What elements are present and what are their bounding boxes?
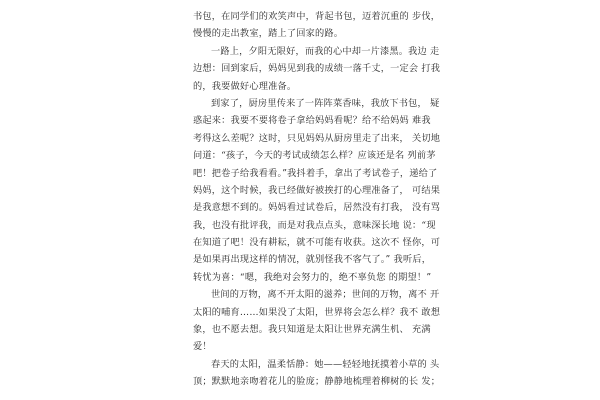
text-line: 转忧为喜：“嗯，我绝对会努力的，绝不辜负您 的期望！” — [193, 271, 432, 283]
text-line: 边想：回到家后，妈妈见到我的成绩一落千丈，一定会 打我 — [193, 63, 441, 75]
text-line: 太阳的哺育……如果没了太阳，世界将会怎么样？我不 敢想 — [193, 306, 441, 318]
text-line: 书包，在同学们的欢笑声中，背起书包，迈着沉重的 步伐， — [193, 11, 441, 22]
text-line: 象，也不愿去想。我只知道是太阳让世界充满生机、 充满 — [193, 324, 431, 336]
essay-text — [193, 8, 441, 391]
text-line: 的，我要做好心理准备。 — [193, 80, 297, 92]
text-line: 我，也没有批评我，而是对我点点头，意味深长地 说：“现 — [193, 219, 436, 231]
text-line: 慢慢的走出教室，踏上了回家的路。 — [193, 28, 344, 40]
text-line: 顶；默默地亲吻着花儿的脸庞；静静地梳理着柳树的长 发； — [193, 376, 441, 388]
text-line: 在知道了吧！没有耕耘，就不可能有收获。这次不 怪你，可 — [193, 237, 441, 249]
text-line: 问道：“孩子，今天的考试成绩怎么样？应该还是名 列前茅 — [193, 150, 436, 162]
text-line: 一路上，夕阳无限好，而我的心中却一片漆黑。我边 走 — [211, 45, 440, 57]
text-line: 考得这么差呢？这时，只见妈妈从厨房里走了出来， 关切地 — [193, 132, 441, 144]
text-line: 吧！把卷子给我看看。”我抖着手，拿出了考试卷子，递给了 — [193, 167, 438, 179]
text-line: 是我意想不到的。妈妈看过试卷后，居然没有打我， 没有骂 — [193, 202, 441, 214]
text-line: 妈妈，这个时候，我已经做好被挨打的心理准备了， 可结果 — [193, 184, 441, 196]
text-line: 到家了，厨房里传来了一阵阵菜香味，我放下书包， 疑 — [211, 97, 440, 109]
text-line: 世间的万物，离不开太阳的滋养；世间的万物，离不 开 — [211, 289, 440, 301]
text-line: 爱！ — [193, 341, 212, 353]
text-line: 春天的太阳，温柔恬静：她——轻轻地抚摸着小草的 头 — [211, 358, 440, 370]
text-line: 惑起来：我要不要将卷子拿给妈妈看呢？给不给妈妈 难我 — [193, 115, 431, 127]
text-line: 是如果再出现这样的情况，就别怪我不客气了。” 我听后， — [193, 254, 432, 266]
